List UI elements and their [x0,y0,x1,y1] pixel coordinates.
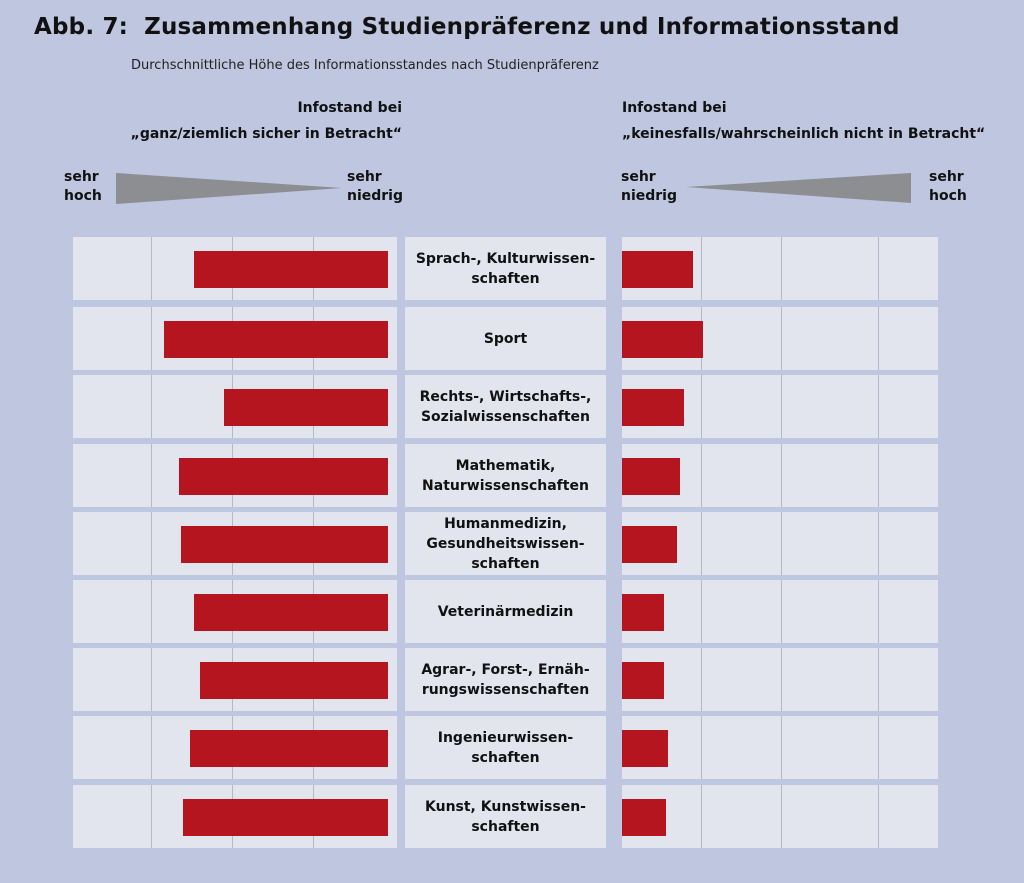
right-gridline [878,237,879,300]
left-gridline [151,307,152,370]
category-label-text: Kunst, Kunstwissen- schaften [425,798,586,835]
right-bar [622,799,666,836]
right-header-line2: „keinesfalls/wahrscheinlich nicht in Betracht“ [622,126,986,142]
category-label [405,785,606,848]
right-gridline [781,375,782,438]
category-label [405,307,606,370]
right-gridline [701,580,702,643]
right-gridline [878,307,879,370]
right-panel-header [622,95,985,147]
left-scale-high-label [64,168,102,206]
right-gridline [781,444,782,507]
right-header-line1: Infostand bei [622,100,727,116]
right-row-panel [622,716,938,779]
category-label [405,444,606,507]
right-gridline [878,785,879,848]
category-label [405,512,606,575]
left-bar [181,526,388,563]
left-scale-low-label [347,168,403,206]
category-label-text: Humanmedizin, Gesundheitswissen- schaften [426,515,585,572]
right-gridline [701,512,702,575]
category-label-text: Veterinärmedizin [437,603,574,620]
left-bar [164,321,388,358]
right-gridline [701,444,702,507]
category-label [405,237,606,300]
left-bar [190,730,388,767]
category-label [405,375,606,438]
category-label-text: Sport [483,330,528,347]
right-gridline [781,307,782,370]
category-label-text: Mathematik, Naturwissenschaften [422,457,589,494]
right-gridline [781,785,782,848]
category-label-text: Rechts-, Wirtschafts-, Sozialwissenschaften [419,388,592,425]
left-scale-low-word1: sehr [347,169,382,185]
category-label [405,648,606,711]
right-gridline [878,444,879,507]
right-scale-low-word1: sehr [621,169,656,185]
figure-label: Abb. 7: [34,14,129,40]
category-label [405,716,606,779]
category-label-text: Sprach-, Kulturwissen- schaften [415,250,596,287]
right-gridline [701,375,702,438]
left-header-line2: „ganz/ziemlich sicher in Betracht“ [130,126,402,142]
left-bar [224,389,388,426]
left-scale-high-word2: hoch [64,188,102,204]
right-scale-low-word2: niedrig [621,188,678,204]
right-scale-high-word1: sehr [929,169,964,185]
right-scale-high-label [929,168,967,206]
right-gridline [781,237,782,300]
figure-title [34,14,900,40]
left-bar [194,251,388,288]
left-gridline [151,444,152,507]
right-bar [622,662,664,699]
right-gridline [878,375,879,438]
right-gridline [701,237,702,300]
left-gridline [151,716,152,779]
left-scale-high-word1: sehr [64,169,99,185]
left-gridline [151,512,152,575]
right-bar [622,458,680,495]
left-header-line1: Infostand bei [297,100,402,116]
left-bar [194,594,388,631]
left-scale-wedge-icon [116,173,342,205]
right-bar [622,526,677,563]
right-bar [622,594,664,631]
right-row-panel [622,785,938,848]
left-gridline [151,375,152,438]
figure-title-text: Zusammenhang Studienpräferenz und Informationsstand [144,14,900,40]
left-bar [200,662,388,699]
left-scale-low-word2: niedrig [347,188,404,204]
right-bar [622,389,684,426]
right-bar [622,321,703,358]
left-gridline [151,580,152,643]
left-panel-header [131,95,402,147]
left-gridline [151,237,152,300]
right-row-panel [622,580,938,643]
right-gridline [781,512,782,575]
right-gridline [878,648,879,711]
right-gridline [701,785,702,848]
right-gridline [878,716,879,779]
right-gridline [701,648,702,711]
right-bar [622,730,668,767]
right-scale-high-word2: hoch [929,188,967,204]
left-gridline [151,785,152,848]
right-scale-low-label [621,168,677,206]
left-bar [179,458,388,495]
right-scale-wedge-icon [686,173,911,205]
right-gridline [878,512,879,575]
category-label-text: Agrar-, Forst-, Ernäh- rungswissenschaften [421,661,590,698]
right-gridline [701,716,702,779]
category-label [405,580,606,643]
figure-subtitle: Durchschnittliche Höhe des Informationsstandes nach Studienpräferenz [131,58,599,73]
right-gridline [781,580,782,643]
left-gridline [151,648,152,711]
right-gridline [878,580,879,643]
right-gridline [781,648,782,711]
right-bar [622,251,693,288]
right-gridline [781,716,782,779]
category-label-text: Ingenieurwissen- schaften [437,729,574,766]
right-row-panel [622,648,938,711]
left-bar [183,799,388,836]
